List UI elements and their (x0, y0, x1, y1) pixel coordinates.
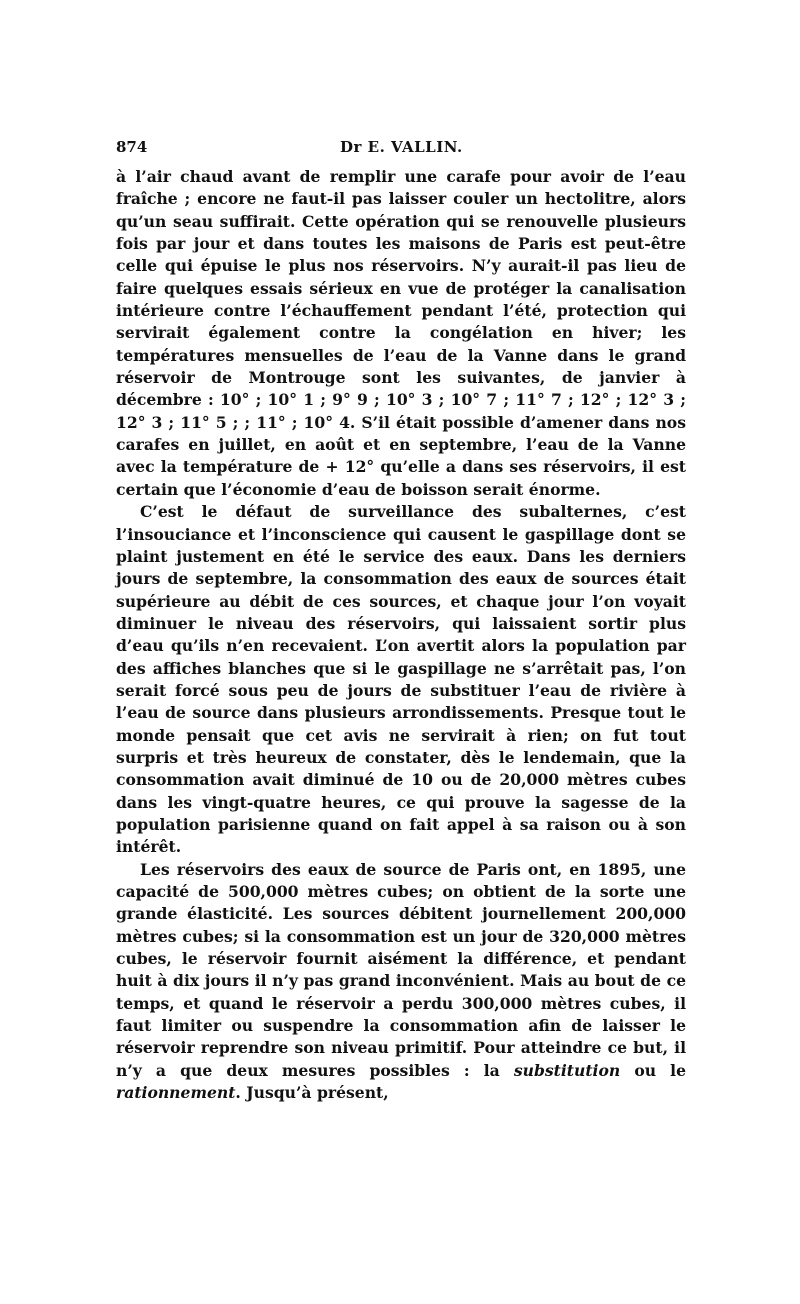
emphasis-substitution: substitution (513, 1060, 621, 1080)
paragraph-3 (116, 859, 686, 1105)
paragraph-1: à l’air chaud avant de remplir une carafe pour avoir de l’eau fraîche ; encore ne faut-il pas laisser couler un hectolitre, alors qu’un seau suffirait. Cette opération qui se renouvelle plusieurs fois par jour et dans toutes les maisons de Paris est peut-être celle qui épuise le plus nos réservoirs. N’y aurait-il pas lieu de faire quelques essais sérieux en vue de protéger la canalisation intérieure contre l’échauffement pendant l’été, protection qui servirait également contre la congélation en hiver; les températures mensuelles de l’eau de la Vanne dans le grand réservoir de Montrouge sont les suivantes, de janvier à décembre : 10° ; 10° 1 ; 9° 9 ; 10° 3 ; 10° 7 ; 11° 7 ; 12° ; 12° 3 ; 12° 3 ; 11° 5 ; ; 11° ; 10° 4. S’il était possible d’amener dans nos carafes en juillet, en août et en septembre, l’eau de la Vanne avec la température de + 12° qu’elle a dans ses réservoirs, il est certain que l’économie d’eau de boisson serait énorme. (116, 167, 686, 499)
emphasis-rationnement: rationnement (116, 1083, 236, 1103)
paragraph-3-text-before: Les réservoirs des eaux de source de Paris ont, en 1895, une capacité de 500,000 mètres cubes; on obtient de la sorte une grande élasticité. Les sources débitent journellement 200,000 mètres cubes; si la consommation est un jour de 320,000 mètres cubes, le réservoir fournit aisément la différence, et pendant huit à dix jours il n’y pas grand inconvénient. Mais au bout de ce temps, et quand le réservoir a perdu 300,000 mètres cubes, il faut limiter ou suspendre la consommation afin de laisser le réservoir reprendre son niveau primitif. Pour atteindre ce but, il n’y a que deux mesures possibles : la (116, 859, 686, 1080)
page-number: 874 (116, 138, 148, 156)
running-title: Dr E. VALLIN. (340, 138, 463, 156)
paragraph-3-text-after: . Jusqu’à présent, (235, 1083, 389, 1103)
paragraph-2: C’est le défaut de surveillance des subalternes, c’est l’insouciance et l’inconscience qui causent le gaspillage dont se plaint justement en été le service des eaux. Dans les derniers jours de septembre, la consommation des eaux de sources était supérieure au débit de ces sources, et chaque jour l’on voyait diminuer le niveau des réservoirs, qui laissaient sortir plus d’eau qu’ils n’en recevaient. L’on avertit alors la population par des affiches blanches que si le gaspillage ne s’arrêtait pas, l’on serait forcé sous peu de jours de substituer l’eau de rivière à l’eau de source dans plusieurs arrondissements. Presque tout le monde pensait que cet avis ne servirait à rien; on fut tout surpris et très heureux de constater, dès le lendemain, que la consommation avait diminué de 10 ou de 20,000 mètres cubes dans les vingt-quatre heures, ce qui prouve la sagesse de la population parisienne quand on fait appel à sa raison ou à son intérêt. (116, 502, 686, 857)
paragraph-3-text-middle: ou le (620, 1060, 686, 1080)
page-header (116, 138, 686, 164)
body-text (116, 166, 686, 1104)
